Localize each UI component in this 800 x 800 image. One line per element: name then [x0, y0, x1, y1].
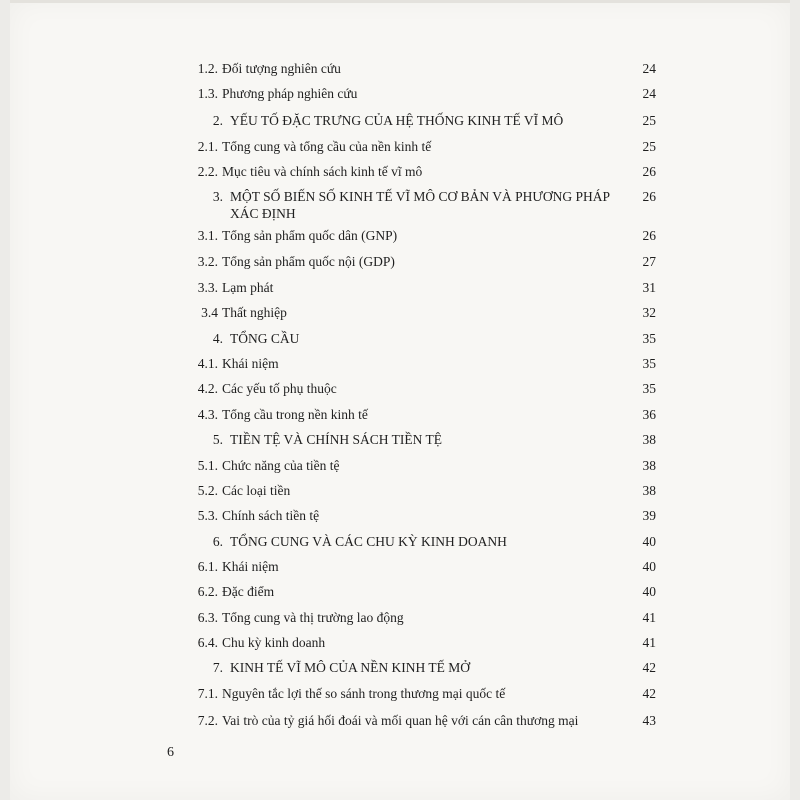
- toc-subsection-title: Đặc điểm: [222, 584, 275, 599]
- toc-entry-page: 31: [642, 280, 656, 295]
- toc-entry-number: 7.: [212, 660, 223, 675]
- toc-subsection-title: Tổng cung và thị trường lao động: [222, 610, 404, 625]
- toc-entry-number: 6.2.: [197, 584, 218, 599]
- toc-entry-page: 42: [642, 686, 656, 701]
- toc-subsection-title: Các loại tiền: [222, 483, 291, 498]
- toc-entry-page: 26: [642, 228, 656, 243]
- toc-entry-number: 3.3.: [197, 280, 218, 295]
- toc-section-title: MỘT SỐ BIẾN SỐ KINH TẾ VĨ MÔ CƠ BẢN VÀ PHƯƠNG PHÁP XÁC ĐỊNH: [230, 189, 610, 221]
- page-number: 6: [167, 745, 174, 760]
- toc-entry-page: 41: [642, 635, 656, 650]
- toc-entry-page: 42: [642, 660, 656, 675]
- toc-entry-page: 43: [642, 713, 656, 728]
- toc-subsection-title: Lạm phát: [222, 280, 274, 295]
- toc-section-title: TIỀN TỆ VÀ CHÍNH SÁCH TIỀN TỆ: [230, 432, 442, 447]
- toc-entry-number: 6.1.: [197, 559, 218, 574]
- toc-entry-page: 35: [642, 331, 656, 346]
- toc-subsection-title: Thất nghiệp: [222, 305, 287, 320]
- toc-subsection-title: Tổng cung và tổng cầu của nền kinh tế: [222, 139, 432, 154]
- toc-entry-number: 7.2.: [197, 713, 218, 728]
- toc-entry-page: 41: [642, 610, 656, 625]
- toc-subsection-title: Phương pháp nghiên cứu: [222, 86, 358, 101]
- toc-entry-page: 24: [642, 61, 656, 76]
- toc-entry-number: 7.1.: [197, 686, 218, 701]
- toc-entry-page: 24: [642, 86, 656, 101]
- toc-entry-number: 5.1.: [197, 458, 218, 473]
- page-top-edge: [10, 0, 790, 3]
- toc-entry-number: 3.2.: [197, 254, 218, 269]
- toc-entry-page: 25: [642, 139, 656, 154]
- toc-entry-number: 2.2.: [197, 164, 218, 179]
- toc-subsection-title: Tổng sản phẩm quốc dân (GNP): [222, 228, 398, 243]
- toc-entry-page: 35: [642, 381, 656, 396]
- toc-entry-number: 5.3.: [197, 508, 218, 523]
- toc-entry-page: 35: [642, 356, 656, 371]
- toc-entry-number: 4.1.: [197, 356, 218, 371]
- toc-entry-number: 6.4.: [197, 635, 218, 650]
- toc-subsection-title: Chức năng của tiền tệ: [222, 458, 340, 473]
- toc-entry-number: 5.: [212, 432, 223, 447]
- toc-entry-number: 1.3.: [197, 86, 218, 101]
- toc-subsection-title: Khái niệm: [222, 559, 279, 574]
- toc-entry-number: 6.: [212, 534, 223, 549]
- toc-entry-number: 1.2.: [197, 61, 218, 76]
- toc-subsection-title: Đối tượng nghiên cứu: [222, 61, 341, 76]
- toc-subsection-title: Chính sách tiền tệ: [222, 508, 320, 523]
- toc-entry-number: 3.4: [201, 305, 218, 320]
- toc-subsection-title: Tổng cầu trong nền kinh tế: [222, 407, 368, 422]
- toc-subsection-title: Các yếu tố phụ thuộc: [222, 381, 337, 396]
- toc-entry-page: 32: [642, 305, 656, 320]
- toc-entry-number: 2.: [212, 113, 223, 128]
- toc-section-title: KINH TẾ VĨ MÔ CỦA NỀN KINH TẾ MỞ: [230, 660, 470, 675]
- toc-entry-page: 38: [642, 458, 656, 473]
- toc-subsection-title: Tổng sản phẩm quốc nội (GDP): [222, 254, 395, 269]
- toc-entry-page: 36: [642, 407, 656, 422]
- toc-entry-page: 26: [642, 164, 656, 179]
- toc-entry-page: 25: [642, 113, 656, 128]
- toc-section-title: TỔNG CẦU: [230, 331, 300, 346]
- toc-entry-page: 26: [642, 189, 656, 204]
- toc-entry-page: 27: [642, 254, 656, 269]
- toc-entry-number: 3.: [212, 189, 223, 204]
- toc-section-title: TỔNG CUNG VÀ CÁC CHU KỲ KINH DOANH: [230, 534, 507, 549]
- toc-entry-number: 4.3.: [197, 407, 218, 422]
- book-page: [10, 0, 790, 800]
- toc-entry-page: 38: [642, 483, 656, 498]
- toc-entry-number: 6.3.: [197, 610, 218, 625]
- toc-entry-page: 39: [642, 508, 656, 523]
- toc-entry-number: 5.2.: [197, 483, 218, 498]
- toc-subsection-title: Nguyên tắc lợi thế so sánh trong thương mại quốc tế: [222, 686, 506, 701]
- toc-entry-number: 2.1.: [197, 139, 218, 154]
- toc-subsection-title: Khái niệm: [222, 356, 279, 371]
- toc-entry-number: 4.2.: [197, 381, 218, 396]
- toc-subsection-title: Chu kỳ kinh doanh: [222, 635, 326, 650]
- toc-section-title: YẾU TỐ ĐẶC TRƯNG CỦA HỆ THỐNG KINH TẾ VĨ MÔ: [230, 113, 564, 128]
- toc-entry-page: 40: [642, 559, 656, 574]
- toc-entry-number: 4.: [212, 331, 223, 346]
- toc-entry-page: 40: [642, 584, 656, 599]
- toc-entry-number: 3.1.: [197, 228, 218, 243]
- toc-entry-page: 40: [642, 534, 656, 549]
- toc-subsection-title: Mục tiêu và chính sách kinh tế vĩ mô: [222, 164, 423, 179]
- toc-entry-page: 38: [642, 432, 656, 447]
- toc-subsection-title: Vai trò của tỷ giá hối đoái và mối quan hệ với cán cân thương mại: [222, 713, 579, 728]
